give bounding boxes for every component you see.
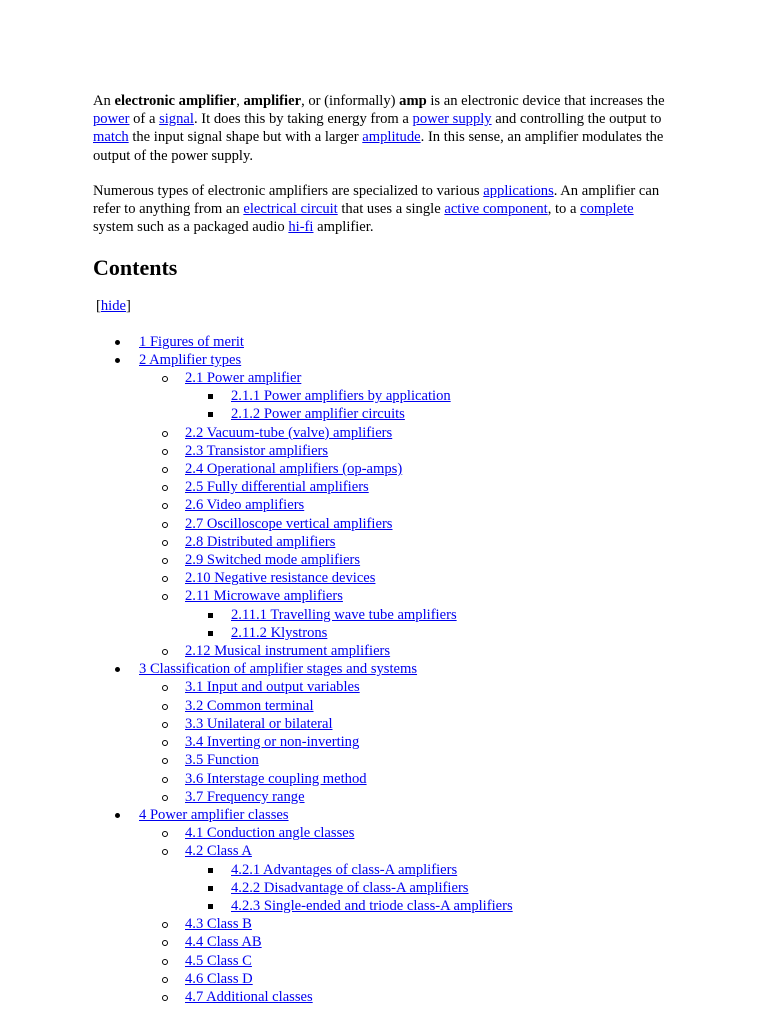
toc-sublist <box>185 387 673 423</box>
toc-item <box>139 496 673 514</box>
square-bullet-icon <box>208 868 213 873</box>
circle-bullet-icon <box>162 758 168 764</box>
toc-link[interactable]: 2.3 Transistor amplifiers <box>185 442 329 459</box>
toc-link[interactable]: 2.7 Oscilloscope vertical amplifiers <box>185 515 393 532</box>
text: . An amplifier can refer to anything from an <box>93 182 660 218</box>
square-bullet-icon <box>208 631 213 636</box>
toc-item <box>139 824 673 842</box>
toc-link[interactable]: 2.4 Operational amplifiers (op-amps) <box>185 461 403 478</box>
text: of a <box>129 111 160 128</box>
disc-bullet-icon <box>115 667 120 672</box>
toc-item <box>139 733 673 751</box>
toc-item <box>185 387 673 405</box>
toc-link[interactable]: 4.4 Class AB <box>185 934 262 951</box>
link-signal[interactable]: signal <box>159 111 194 128</box>
toc-item <box>139 788 673 806</box>
toc-item <box>139 678 673 696</box>
toc-item <box>139 751 673 769</box>
link-hi-fi[interactable]: hi-fi <box>288 219 314 236</box>
text: amplifier. <box>313 219 374 236</box>
toc-item <box>139 460 673 478</box>
text: . It does this by taking energy from a <box>193 111 413 128</box>
intro-paragraph-1 <box>93 92 673 165</box>
toc-item <box>185 861 673 879</box>
circle-bullet-icon <box>162 795 168 801</box>
toc-item <box>93 660 673 806</box>
toc-link[interactable]: 4.3 Class B <box>185 916 252 933</box>
toc-link[interactable]: 3.3 Unilateral or bilateral <box>185 715 333 732</box>
disc-bullet-icon <box>115 358 120 363</box>
toc-item <box>185 897 673 915</box>
link-complete[interactable]: complete <box>580 201 634 218</box>
toc-link[interactable]: 4.2.2 Disadvantage of class-A amplifiers <box>231 879 469 896</box>
toc-item <box>139 970 673 988</box>
toc-item <box>139 587 673 642</box>
toc-item <box>93 351 673 660</box>
circle-bullet-icon <box>162 467 168 473</box>
toc-item <box>139 697 673 715</box>
circle-bullet-icon <box>162 376 168 382</box>
toc-item <box>139 915 673 933</box>
circle-bullet-icon <box>162 522 168 528</box>
toc-link[interactable]: 2.11 Microwave amplifiers <box>185 588 343 605</box>
toc-link[interactable]: 3.1 Input and output variables <box>185 679 360 696</box>
toc-item <box>139 842 673 915</box>
toc-item <box>185 405 673 423</box>
bold-term: electronic amplifier <box>114 93 237 109</box>
text: , or (informally) <box>301 93 400 109</box>
toc-link[interactable]: 3.4 Inverting or non-inverting <box>185 734 360 751</box>
toc-link[interactable]: 2.10 Negative resistance devices <box>185 570 376 587</box>
toc-item <box>139 715 673 733</box>
toc-item <box>185 606 673 624</box>
circle-bullet-icon <box>162 995 168 1001</box>
intro-paragraph-2 <box>93 182 673 237</box>
text: is an electronic device that increases the <box>426 93 665 109</box>
link-power[interactable]: power <box>93 111 130 128</box>
square-bullet-icon <box>208 904 213 909</box>
toc-item <box>139 369 673 424</box>
circle-bullet-icon <box>162 558 168 564</box>
text: An <box>93 93 115 109</box>
toc-sublist <box>139 369 673 660</box>
circle-bullet-icon <box>162 485 168 491</box>
circle-bullet-icon <box>162 831 168 837</box>
toc-link[interactable]: 2.11.2 Klystrons <box>231 624 328 641</box>
circle-bullet-icon <box>162 722 168 728</box>
toc-link[interactable]: 2.11.1 Travelling wave tube amplifiers <box>231 606 457 623</box>
disc-bullet-icon <box>115 813 120 818</box>
link-amplitude[interactable]: amplitude <box>362 129 421 146</box>
circle-bullet-icon <box>162 940 168 946</box>
link-power-supply[interactable]: power supply <box>412 111 492 128</box>
toc-link[interactable]: 2.1.1 Power amplifiers by application <box>231 388 451 405</box>
toc-link[interactable]: 4.2.1 Advantages of class-A amplifiers <box>231 861 458 878</box>
toc-link[interactable]: 4.5 Class C <box>185 952 252 969</box>
toc-link[interactable]: 4.6 Class D <box>185 970 253 987</box>
circle-bullet-icon <box>162 594 168 600</box>
circle-bullet-icon <box>162 540 168 546</box>
toc-link[interactable]: 4.2 Class A <box>185 843 252 860</box>
circle-bullet-icon <box>162 503 168 509</box>
toc-item <box>139 569 673 587</box>
circle-bullet-icon <box>162 977 168 983</box>
toc-link[interactable]: 4 Power amplifier classes <box>139 806 289 823</box>
contents-heading: Contents <box>93 255 178 281</box>
circle-bullet-icon <box>162 449 168 455</box>
link-electrical-circuit[interactable]: electrical circuit <box>243 201 338 218</box>
circle-bullet-icon <box>162 431 168 437</box>
toc-item <box>139 533 673 551</box>
toc-sublist <box>185 861 673 916</box>
toc-sublist <box>139 824 673 1006</box>
circle-bullet-icon <box>162 849 168 855</box>
text: Numerous types of electronic amplifiers are specialized to various <box>93 182 484 199</box>
toc-link[interactable]: 4.2.3 Single-ended and triode class-A amplifiers <box>231 897 513 914</box>
toc-link[interactable]: 2.6 Video amplifiers <box>185 497 305 514</box>
text: , <box>236 93 244 109</box>
toc-item <box>139 424 673 442</box>
toc-sublist <box>185 606 673 642</box>
bold-term: amplifier <box>243 93 302 109</box>
link-active-component[interactable]: active component <box>444 201 548 218</box>
toc-link[interactable]: 2.1.2 Power amplifier circuits <box>231 406 405 423</box>
circle-bullet-icon <box>162 777 168 783</box>
toc-link[interactable]: 3.7 Frequency range <box>185 788 305 805</box>
text: system such as a packaged audio <box>93 219 289 236</box>
toc-link[interactable]: 2.9 Switched mode amplifiers <box>185 552 361 569</box>
toc-link[interactable]: 3 Classification of amplifier stages and systems <box>139 661 418 678</box>
toc-item <box>139 933 673 951</box>
toc-link[interactable]: 1 Figures of merit <box>139 333 244 350</box>
toc-item <box>185 624 673 642</box>
bold-term: amp <box>399 93 427 109</box>
toc-item <box>139 551 673 569</box>
circle-bullet-icon <box>162 704 168 710</box>
text: the input signal shape but with a larger <box>128 129 363 146</box>
circle-bullet-icon <box>162 740 168 746</box>
toc-link[interactable]: 2.1 Power amplifier <box>185 370 302 387</box>
text: that uses a single <box>337 201 445 218</box>
circle-bullet-icon <box>162 649 168 655</box>
toc-item <box>139 515 673 533</box>
article-body <box>93 92 673 1006</box>
link-applications[interactable]: applications <box>483 182 554 199</box>
bracket: [ <box>96 298 101 315</box>
toc-link[interactable]: 3.2 Common terminal <box>185 697 314 714</box>
toc-item <box>185 879 673 897</box>
circle-bullet-icon <box>162 685 168 691</box>
toc-link[interactable]: 2 Amplifier types <box>139 351 242 368</box>
toc-link[interactable]: 3.6 Interstage coupling method <box>185 770 367 787</box>
circle-bullet-icon <box>162 576 168 582</box>
toc-link[interactable]: 2.8 Distributed amplifiers <box>185 533 336 550</box>
toc-link[interactable]: 3.5 Function <box>185 752 259 769</box>
square-bullet-icon <box>208 886 213 891</box>
disc-bullet-icon <box>115 340 120 345</box>
toc-item <box>139 478 673 496</box>
toc-item <box>139 442 673 460</box>
link-match[interactable]: match <box>93 129 129 146</box>
toc-item <box>139 952 673 970</box>
toc-link[interactable]: 2.2 Vacuum-tube (valve) amplifiers <box>185 424 393 441</box>
toc-toggle <box>96 297 673 315</box>
toc-item <box>93 333 673 351</box>
toc-item <box>93 806 673 1006</box>
toc-item <box>139 988 673 1006</box>
toc-link[interactable]: 4.7 Additional classes <box>185 988 313 1005</box>
table-of-contents <box>93 333 673 1007</box>
toc-link[interactable]: 2.12 Musical instrument amplifiers <box>185 643 391 660</box>
hide-toc-link[interactable]: hide <box>100 298 127 315</box>
circle-bullet-icon <box>162 959 168 965</box>
toc-link[interactable]: 4.1 Conduction angle classes <box>185 825 355 842</box>
toc-sublist <box>139 678 673 805</box>
toc-item <box>139 770 673 788</box>
square-bullet-icon <box>208 613 213 618</box>
circle-bullet-icon <box>162 922 168 928</box>
text: and controlling the output to <box>491 111 662 128</box>
bracket: ] <box>126 298 131 315</box>
text: , to a <box>547 201 581 218</box>
square-bullet-icon <box>208 394 213 399</box>
square-bullet-icon <box>208 412 213 417</box>
toc-link[interactable]: 2.5 Fully differential amplifiers <box>185 479 369 496</box>
toc-item <box>139 642 673 660</box>
text: . In this sense, an amplifier modulates the output of the power supply. <box>93 129 664 164</box>
